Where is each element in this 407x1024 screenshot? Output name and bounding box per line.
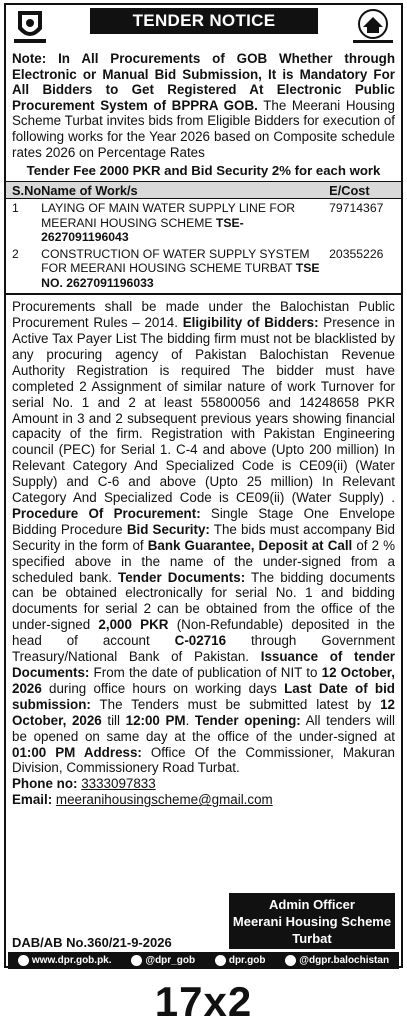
tender-details	[6, 295, 401, 776]
twitter-icon	[131, 955, 142, 966]
text: through Government Treasury/National Bank of Pakistan.	[12, 633, 395, 665]
header-work: Name of Work/s	[41, 182, 321, 199]
works-table	[6, 181, 401, 295]
bold-text: 12 October, 2026	[12, 665, 396, 696]
intro-paragraph	[6, 49, 401, 160]
row-tse: TSE NO. 2627091196033	[41, 261, 320, 290]
row-work-name: LAYING OF MAIN WATER SUPPLY LINE FOR MEERANI HOUSING SCHEME	[41, 201, 296, 230]
row-work-name: CONSTRUCTION OF WATER SUPPLY SYSTEM FOR MEERANI HOUSING SCHEME TURBAT	[41, 246, 310, 276]
row-tse: TSE-2627091196043	[41, 215, 244, 245]
facebook-text: @dgpr.balochistan	[299, 955, 390, 967]
row-work	[41, 199, 321, 245]
text: The Tenders must be submitted latest by	[90, 696, 381, 712]
header	[6, 5, 401, 49]
website-item[interactable]	[18, 955, 112, 966]
intro-text: The Meerani Housing Scheme Turbat invites bids from Eligible Bidders for execution of following works for the Year 2026 based on Composite schedule rates 2026 on Percentage Rates	[12, 97, 395, 160]
table-divider	[6, 290, 401, 294]
heading-eligibility: Eligibility of Bidders:	[182, 315, 319, 331]
phone-line	[12, 776, 395, 792]
text: The bidding documents can be obtained electronically for serial No. 1 and bidding documents for serial 2 can be obtained from the office of the under-signed	[12, 569, 396, 633]
text: (Non-Refundable) deposited in the head of account	[12, 617, 395, 649]
instagram-text: dpr.gob	[228, 955, 266, 967]
bold-text: 2,000 PKR	[98, 617, 169, 633]
text: All tenders will be opened on same day at the office of the under-signed at	[12, 712, 395, 744]
signature-line-2: Meerani Housing Scheme	[232, 914, 392, 929]
text: Presence in Active Tax Payer List The bidding firm must not be blacklisted by any procuring agency of Pakistan Balochistan Revenue Authority Registration is required The bidder must have completed 2 Assignment of similar nature of work Turnover for serial No. 1 and 2 at least 55800056 and 14248658 PKR Amount in 3 and 2 subsequent previous years showing financial capacity of the firm. Registration with Pakistan Engineering council (PEC) for Serial 1. C-4 and above (Upto 200 million) In Relevant Category And Specialized Code is CE09(ii) (Water Supply) and C-6 and above (Upto 25 million) In Relevant Category And Specialized Code is CE09(ii) (Water Supply) .	[12, 315, 395, 506]
bold-text: 12:00 PM	[125, 712, 186, 728]
heading-procedure: Procedure Of Procurement:	[12, 505, 201, 521]
text: The bids must accompany Bid Security in the form of	[12, 521, 395, 553]
bold-text: 01:00 PM Address:	[12, 744, 142, 760]
row-sno: 2	[12, 246, 19, 261]
email-label: Email:	[12, 792, 53, 808]
heading-bid-security: Bid Security:	[126, 521, 210, 537]
heading-issuance: Issuance of tender Documents:	[12, 649, 395, 680]
instagram-item[interactable]	[215, 955, 266, 966]
intro-note: Note: In All Procurements of GOB Whether through Electronic or Manual Bid Submission, It is Mandatory For All Bidders to Get Registered At Electronic Public Procurement System of BPPRA GOB.	[12, 51, 395, 113]
email-link[interactable]: meeranihousingscheme@gmail.com	[55, 792, 273, 808]
text: of 2 % specified above in the name of the under-signed from a scheduled bank.	[12, 537, 395, 585]
text: From the date of publication of NIT to	[89, 665, 322, 680]
text: Single Stage One Envelope Bidding Procedure	[12, 505, 395, 537]
contact-block	[6, 776, 401, 808]
facebook-icon	[285, 955, 296, 966]
twitter-text: @dpr_gob	[145, 955, 196, 967]
header-sno: S.No	[6, 182, 41, 199]
facebook-item[interactable]	[285, 955, 389, 966]
row-work	[41, 245, 321, 291]
row-cost: 20355226	[329, 246, 384, 261]
twitter-item[interactable]	[131, 955, 195, 966]
row-cost: 79714367	[329, 201, 384, 216]
bold-text: Bank Guarantee, Deposit at Call	[147, 537, 353, 553]
bold-text: 12 October, 2026	[12, 696, 395, 728]
globe-icon	[18, 955, 29, 966]
table-row	[6, 245, 401, 291]
email-line	[12, 792, 395, 808]
text: till	[101, 712, 126, 728]
bold-text: C-02716	[174, 633, 227, 649]
table-header-row	[6, 182, 401, 199]
footer-row	[6, 897, 401, 951]
website-text: www.dpr.gob.pk.	[31, 955, 112, 967]
ad-size: 17x2	[154, 978, 253, 1024]
fee-line: Tender Fee 2000 PKR and Bid Security 2% for each work	[26, 163, 381, 179]
signature-box	[229, 893, 395, 949]
row-sno: 1	[12, 201, 19, 216]
heading-tender-opening: Tender opening:	[194, 712, 301, 728]
phone-number[interactable]: 3333097833	[81, 776, 156, 792]
dab-number: DAB/AB No.360/21-9-2026	[12, 935, 172, 950]
text: during office hours on working days	[41, 680, 285, 696]
text: Procurements shall be made under the Balochistan Public Procurement Rules – 2014.	[12, 299, 395, 331]
header-cost: E/Cost	[321, 182, 401, 199]
text: .	[185, 712, 195, 728]
signature-line-1: Admin Officer	[269, 897, 355, 912]
government-emblem-icon	[10, 7, 50, 45]
heading-last-date: Last Date of bid submission:	[12, 680, 395, 712]
phone-label: Phone no:	[12, 776, 78, 792]
housing-scheme-emblem-icon	[349, 7, 397, 45]
signature-line-3: Turbat	[292, 931, 332, 946]
social-bar	[8, 952, 399, 969]
tender-notice	[4, 3, 403, 968]
heading-tender-documents: Tender Documents:	[118, 569, 246, 585]
instagram-icon	[215, 955, 226, 966]
page-title: TENDER NOTICE	[90, 8, 318, 34]
table-row	[6, 199, 401, 245]
text: Office Of the Commissioner, Makuran Division, Commissionery Road Turbat.	[12, 744, 395, 776]
